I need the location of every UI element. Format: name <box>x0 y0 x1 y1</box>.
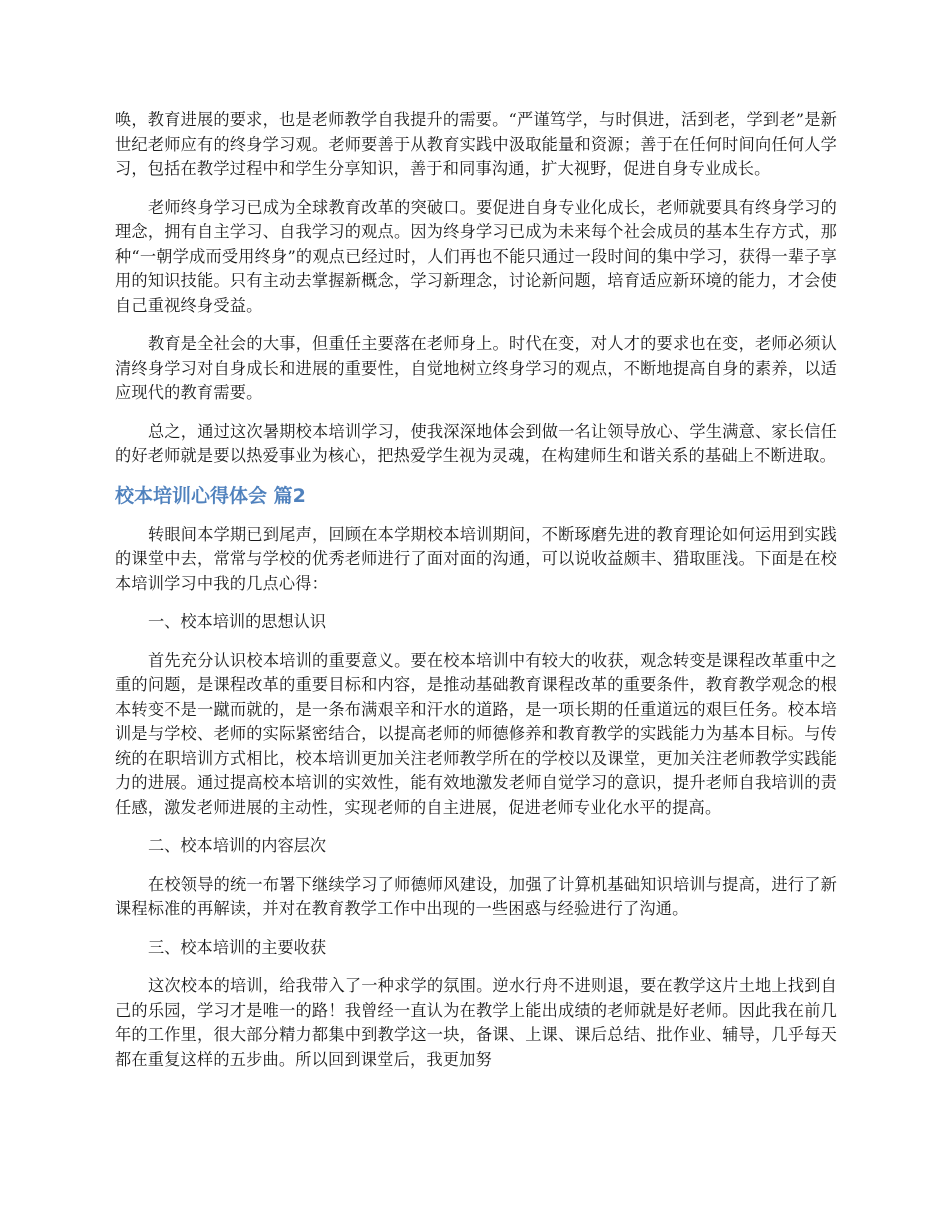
paragraph-6: 首先充分认识校本培训的重要意义。要在校本培训中有较大的收获，观念转变是课程改革重中之重的问题，是课程改革的重要目标和内容，是推动基础教育课程改革的重要条件，教育教学观念的根本转变不是一蹴而就的，是一条布满艰辛和汗水的道路，是一项长期的任重道远的艰巨任务。校本培训是与学校、老师的实际紧密结合，以提高老师的师德修养和教育教学的实践能力为基本目标。与传统的在职培训方式相比，校本培训更加关注老师教学所在的学校以及课堂，更加关注老师教学实践能力的进展。通过提高校本培训的实效性，能有效地激发老师自觉学习的意识，提升老师自我培训的责任感，激发老师进展的主动性，实现老师的自主进展，促进老师专业化水平的提高。 <box>115 650 837 817</box>
paragraph-4: 总之，通过这次暑期校本培训学习，使我深深地体会到做一名让领导放心、学生满意、家长信任的好老师就是要以热爱事业为核心，把热爱学生视为灵魂，在构建师生和谐关系的基础上不断进取。 <box>115 421 837 465</box>
section-heading: 校本培训心得体会 篇2 <box>115 484 306 507</box>
paragraph-3: 教育是全社会的大事，但重任主要落在老师身上。时代在变，对人才的要求也在变，老师必须认清终身学习对自身成长和进展的重要性，自觉地树立终身学习的观点，不断地提高自身的素养，以适应现代的教育需要。 <box>115 334 837 402</box>
subheading-1: 一、校本培训的思想认识 <box>148 612 327 631</box>
paragraph-8: 这次校本的培训，给我带入了一种求学的氛围。逆水行舟不进则退，要在教学这片土地上找到自己的乐园，学习才是唯一的路！我曾经一直认为在教学上能出成绩的老师就是好老师。因此我在前几年的工作里，很大部分精力都集中到教学这一块，备课、上课、课后总结、批作业、辅导，几乎每天都在重复这样的五步曲。所以回到课堂后，我更加努 <box>115 976 837 1069</box>
document-page <box>115 108 837 1086</box>
paragraph-5: 转眼间本学期已到尾声，回顾在本学期校本培训期间，不断琢磨先进的教育理论如何运用到实践的课堂中去，常常与学校的优秀老师进行了面对面的沟通，可以说收益颇丰、猎取匪浅。下面是在校本培训学习中我的几点心得： <box>115 524 837 593</box>
subheading-2: 二、校本培训的内容层次 <box>148 836 327 855</box>
paragraph-1: 唤，教育进展的要求，也是老师教学自我提升的需要。“严谨笃学，与时俱进，活到老，学到老”是新世纪老师应有的终身学习观。老师要善于从教育实践中汲取能量和资源；善于在任何时间向任何人学习，包括在教学过程中和学生分享知识，善于和同事沟通，扩大视野，促进自身专业成长。 <box>115 110 837 178</box>
subheading-3: 三、校本培训的主要收获 <box>148 937 327 957</box>
paragraph-7: 在校领导的统一布署下继续学习了师德师风建设，加强了计算机基础知识培训与提高，进行了新课程标准的再解读，并对在教育教学工作中出现的一些困惑与经验进行了沟通。 <box>115 874 837 918</box>
paragraph-2: 老师终身学习已成为全球教育改革的突破口。要促进自身专业化成长，老师就要具有终身学习的理念，拥有自主学习、自我学习的观点。因为终身学习已成为未来每个社会成员的基本生存方式，那种“一朝学成而受用终身”的观点已经过时，人们再也不能只通过一段时间的集中学习，获得一辈子享用的知识技能。只有主动去掌握新概念，学习新理念，讨论新问题，培育适应新环境的能力，才会使自己重视终身受益。 <box>115 197 837 315</box>
